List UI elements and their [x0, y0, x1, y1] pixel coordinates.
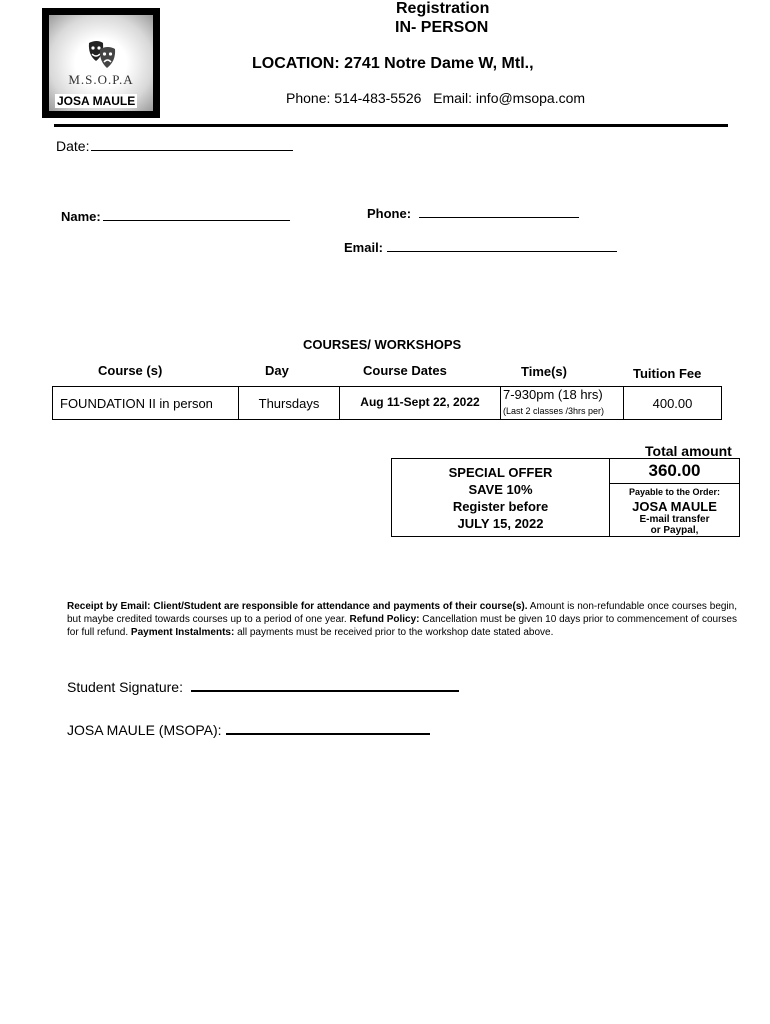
- contact-text: Phone: 514-483-5526 Email: info@msopa.com: [286, 90, 586, 106]
- student-signature-label: Student Signature:: [67, 679, 183, 695]
- course-table: [52, 386, 722, 420]
- total-amount-label: Total amount: [645, 443, 732, 459]
- email-blank[interactable]: [387, 251, 617, 252]
- receipt-text: Amount is non-refundable once courses begin, but maybe credited towards courses up to a period of one year.: [67, 601, 737, 625]
- student-signature-line[interactable]: [191, 690, 459, 692]
- total-amount-value: 360.00: [610, 461, 739, 484]
- instalments-bold: Payment Instalments:: [130, 627, 235, 638]
- payment-method-1: E-mail transfer: [639, 514, 710, 525]
- theatre-masks-icon: [87, 39, 117, 73]
- date-blank[interactable]: [91, 150, 293, 151]
- courses-section-title: COURSES/ WORKSHOPS: [303, 337, 462, 352]
- header-tuition-fee: Tuition Fee: [633, 366, 702, 381]
- payment-method-2: or Paypal,: [650, 525, 699, 536]
- payable-text: Payable to the Order:: [628, 487, 721, 497]
- time-value: 7-930pm (18 hrs): [503, 387, 603, 402]
- table-row: [53, 387, 722, 420]
- email-label: Email:: [344, 240, 384, 255]
- special-offer-cell: [392, 459, 610, 537]
- cell-course: FOUNDATION II in person: [53, 387, 239, 420]
- msopa-signature-field: [67, 722, 430, 738]
- cell-day: Thursdays: [239, 387, 340, 420]
- offer-line-4: JULY 15, 2022: [457, 515, 544, 531]
- header-course-dates: Course Dates: [363, 363, 447, 378]
- title-in-person: IN- PERSON: [395, 19, 489, 36]
- header-divider: [54, 124, 728, 127]
- cell-times: [501, 387, 624, 420]
- offer-line-2: SAVE 10%: [468, 481, 533, 497]
- phone-field: [367, 206, 579, 221]
- policy-paragraph: [67, 600, 737, 639]
- date-label: Date:: [56, 138, 90, 154]
- header-course: Course (s): [98, 363, 163, 378]
- title-registration: Registration: [396, 0, 490, 17]
- payee-text: JOSA MAULE: [632, 499, 717, 514]
- student-signature-field: [67, 679, 459, 695]
- name-field: [61, 209, 290, 224]
- phone-blank[interactable]: [419, 217, 579, 218]
- logo-name-text: JOSA MAULE: [57, 94, 136, 108]
- cell-course-dates: Aug 11-Sept 22, 2022: [340, 387, 501, 420]
- header-times: Time(s): [521, 364, 567, 379]
- header-day: Day: [265, 363, 289, 378]
- offer-line-3: Register before: [452, 498, 549, 514]
- logo: [42, 8, 160, 118]
- receipt-bold: Receipt by Email: Client/Student are responsible for attendance and payments of their course(s).: [67, 601, 528, 612]
- offer-line-1: SPECIAL OFFER: [448, 464, 553, 480]
- date-field: [56, 138, 293, 154]
- offer-total-table: [391, 458, 740, 537]
- phone-label: Phone:: [367, 206, 412, 221]
- instalments-text: all payments must be received prior to the workshop date stated above.: [234, 627, 554, 638]
- location-text: LOCATION: 2741 Notre Dame W, Mtl.,: [252, 55, 534, 72]
- table-row: [392, 459, 740, 537]
- name-blank[interactable]: [103, 220, 290, 221]
- time-note: (Last 2 classes /3hrs per): [503, 406, 605, 416]
- email-field: [344, 240, 617, 255]
- cell-tuition-fee: 400.00: [624, 387, 722, 420]
- name-label: Name:: [61, 209, 101, 224]
- refund-text: Cancellation must be given 10 days prior to commencement of courses for full refund.: [67, 614, 737, 638]
- total-cell: [610, 459, 740, 537]
- logo-background: [49, 15, 153, 111]
- msopa-signature-line[interactable]: [226, 733, 430, 735]
- logo-org-text: M.S.O.P.A: [68, 72, 134, 87]
- msopa-signature-label: JOSA MAULE (MSOPA):: [67, 722, 222, 738]
- refund-bold: Refund Policy:: [349, 614, 420, 625]
